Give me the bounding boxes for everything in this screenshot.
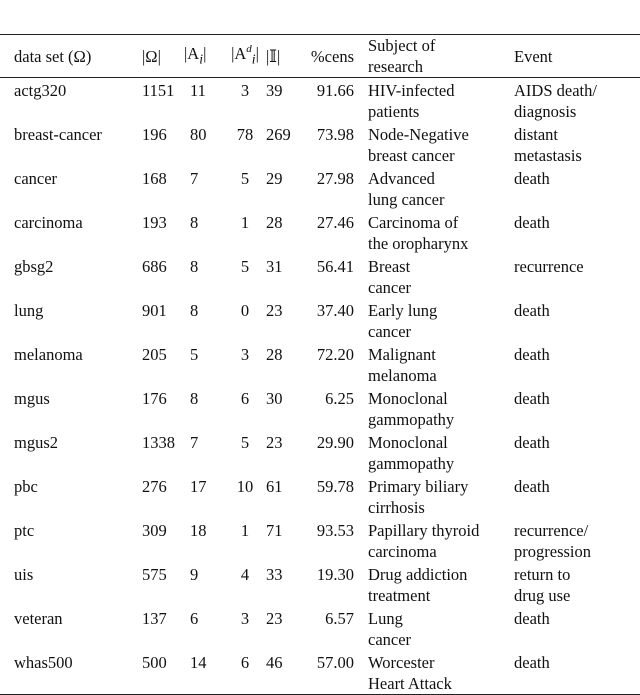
aid-value: 6 [240,389,250,408]
subject-line1: Drug addiction [368,565,468,584]
aid-value: 5 [240,257,250,276]
header-subject [368,35,514,78]
dataset-name: breast-cancer [14,125,102,144]
header-cens: %cens [310,46,354,66]
dataset-name: pbc [14,477,38,496]
event-line1: death [514,169,550,188]
subject-cell [368,298,514,342]
omega-value: 1151 [142,81,175,100]
aid-value: 5 [240,169,250,188]
aid-value: 4 [240,565,250,584]
event-line1: death [514,433,550,452]
aid-value: 0 [240,301,250,320]
subject-cell [368,430,514,474]
event-cell [514,78,640,123]
omega-value: 137 [142,609,167,628]
cens-value: 91.66 [316,81,354,100]
omega-value: 309 [142,521,167,540]
ai-value: 11 [190,81,206,100]
header-ii: |𝕀| [266,46,281,66]
header-ai-base: |A [184,43,200,63]
ai-value: 18 [190,521,207,540]
omega-value: 686 [142,257,167,276]
cens-value: 6.57 [325,609,354,628]
event-line1: death [514,477,550,496]
subject-line1: HIV-infected [368,81,455,100]
datasets-table [0,34,640,695]
header-aid-sup: d [246,42,252,55]
cens-value: 19.30 [316,565,354,584]
event-cell [514,298,640,342]
event-line2: metastasis [514,146,582,165]
omega-value: 1338 [142,433,175,452]
subject-line2: Heart Attack [368,674,452,693]
subject-cell [368,166,514,210]
event-cell [514,166,640,210]
table-row [0,430,640,474]
subject-line2: breast cancer [368,146,455,165]
event-cell [514,254,640,298]
table-row [0,254,640,298]
dataset-name: melanoma [14,345,83,364]
event-cell [514,122,640,166]
event-cell [514,342,640,386]
subject-line1: Monoclonal [368,389,448,408]
subject-line2: cancer [368,278,412,297]
cens-value: 56.41 [316,257,354,276]
ii-value: 269 [266,125,291,144]
dataset-name: lung [14,301,44,320]
table-row [0,386,640,430]
aid-value: 3 [240,345,250,364]
aid-value: 5 [240,433,250,452]
aid-value: 1 [240,213,250,232]
subject-line1: Carcinoma of [368,213,459,232]
ai-value: 7 [190,169,199,188]
dataset-name: gbsg2 [14,257,54,276]
subject-cell [368,386,514,430]
aid-value: 6 [240,653,250,672]
cens-value: 93.53 [316,521,354,540]
subject-line2: cancer [368,630,412,649]
subject-cell [368,474,514,518]
subject-line1: Papillary thyroid [368,521,480,540]
table-row [0,342,640,386]
aid-value: 78 [236,125,254,144]
header-aid [224,35,266,78]
subject-line1: Lung [368,609,403,628]
omega-value: 205 [142,345,167,364]
aid-value: 3 [240,81,250,100]
subject-line2: melanoma [368,366,437,385]
event-line1: recurrence [514,257,584,276]
event-line2: drug use [514,586,571,605]
subject-cell [368,518,514,562]
subject-line2: carcinoma [368,542,437,561]
header-ai [184,35,224,78]
subject-cell [368,78,514,123]
cens-value: 27.46 [316,213,354,232]
cens-value: 59.78 [316,477,354,496]
header-subject-line2: research [368,57,423,76]
aid-value: 1 [240,521,250,540]
subject-line1: Advanced [368,169,435,188]
subject-line1: Breast [368,257,411,276]
subject-line2: cirrhosis [368,498,425,517]
ii-value: 30 [266,389,283,408]
subject-line1: Monoclonal [368,433,448,452]
subject-cell [368,650,514,695]
header-ai-sub: i [199,51,204,67]
subject-line2: gammopathy [368,454,455,473]
ii-value: 28 [266,213,283,232]
dataset-name: uis [14,565,34,584]
table-row [0,474,640,518]
cens-value: 73.98 [316,125,354,144]
event-line1: death [514,213,550,232]
omega-value: 168 [142,169,167,188]
omega-value: 901 [142,301,167,320]
event-line2: diagnosis [514,102,577,121]
ai-value: 6 [190,609,199,628]
ai-value: 8 [190,301,199,320]
cens-value: 57.00 [316,653,354,672]
event-line2: progression [514,542,591,561]
header-row [0,35,640,78]
table-row [0,518,640,562]
subject-line2: gammopathy [368,410,455,429]
event-line1: death [514,389,550,408]
event-cell [514,518,640,562]
subject-line2: cancer [368,322,412,341]
ai-value: 8 [190,389,199,408]
subject-line2: patients [368,102,420,121]
event-line1: death [514,301,550,320]
subject-line1: Node-Negative [368,125,469,144]
dataset-name: veteran [14,609,63,628]
ii-value: 33 [266,565,283,584]
header-aid-bar: | [255,43,259,63]
dataset-name: mgus2 [14,433,59,452]
cens-value: 27.98 [316,169,354,188]
dataset-name: mgus [14,389,50,408]
aid-value: 10 [236,477,254,496]
table-row [0,78,640,123]
dataset-name: cancer [14,169,58,188]
event-cell [514,474,640,518]
omega-value: 500 [142,653,167,672]
header-ai-bar: | [203,43,207,63]
event-cell [514,386,640,430]
header-event: Event [514,46,553,66]
ai-value: 17 [190,477,207,496]
subject-line1: Malignant [368,345,436,364]
omega-value: 276 [142,477,167,496]
table-row [0,562,640,606]
omega-value: 575 [142,565,167,584]
event-line1: return to [514,565,571,584]
ai-value: 5 [190,345,199,364]
table-row [0,166,640,210]
aid-value: 3 [240,609,250,628]
subject-line2: treatment [368,586,431,605]
table-row [0,606,640,650]
dataset-name: ptc [14,521,35,540]
cens-value: 29.90 [316,433,354,452]
event-line1: AIDS death/ [514,81,597,100]
ii-value: 71 [266,521,283,540]
event-line1: death [514,653,550,672]
ii-value: 61 [266,477,283,496]
event-line1: death [514,345,550,364]
ai-value: 80 [190,125,207,144]
ai-value: 9 [190,565,199,584]
dataset-name: carcinoma [14,213,83,232]
cens-value: 37.40 [316,301,354,320]
ai-value: 7 [190,433,199,452]
subject-line1: Worcester [368,653,435,672]
subject-line1: Early lung [368,301,438,320]
ii-value: 29 [266,169,283,188]
subject-cell [368,122,514,166]
ii-value: 28 [266,345,283,364]
subject-cell [368,254,514,298]
event-line1: recurrence/ [514,521,589,540]
ii-value: 39 [266,81,283,100]
ai-value: 8 [190,257,199,276]
event-line1: death [514,609,550,628]
subject-line2: the oropharynx [368,234,469,253]
omega-value: 196 [142,125,167,144]
ai-value: 8 [190,213,199,232]
table-row [0,298,640,342]
header-aid-base: |A [231,43,247,63]
dataset-name: whas500 [14,653,73,672]
event-cell [514,606,640,650]
subject-cell [368,606,514,650]
subject-cell [368,342,514,386]
ii-value: 23 [266,433,283,452]
subject-line1: Primary biliary [368,477,469,496]
event-line1: distant [514,125,558,144]
table-row [0,122,640,166]
subject-cell [368,562,514,606]
event-cell [514,562,640,606]
cens-value: 72.20 [316,345,354,364]
ii-value: 23 [266,609,283,628]
ai-value: 14 [190,653,207,672]
event-cell [514,650,640,695]
omega-value: 176 [142,389,167,408]
subject-cell [368,210,514,254]
header-aid-sub: i [251,51,256,67]
header-subject-line1: Subject of [368,36,436,55]
table-row [0,650,640,695]
table-row [0,210,640,254]
event-cell [514,430,640,474]
dataset-name: actg320 [14,81,67,100]
ii-value: 23 [266,301,283,320]
omega-value: 193 [142,213,167,232]
header-dataset: data set (Ω) [14,46,92,66]
subject-line2: lung cancer [368,190,445,209]
ii-value: 31 [266,257,283,276]
ii-value: 46 [266,653,283,672]
header-omega: |Ω| [142,46,161,66]
event-cell [514,210,640,254]
cens-value: 6.25 [325,389,354,408]
